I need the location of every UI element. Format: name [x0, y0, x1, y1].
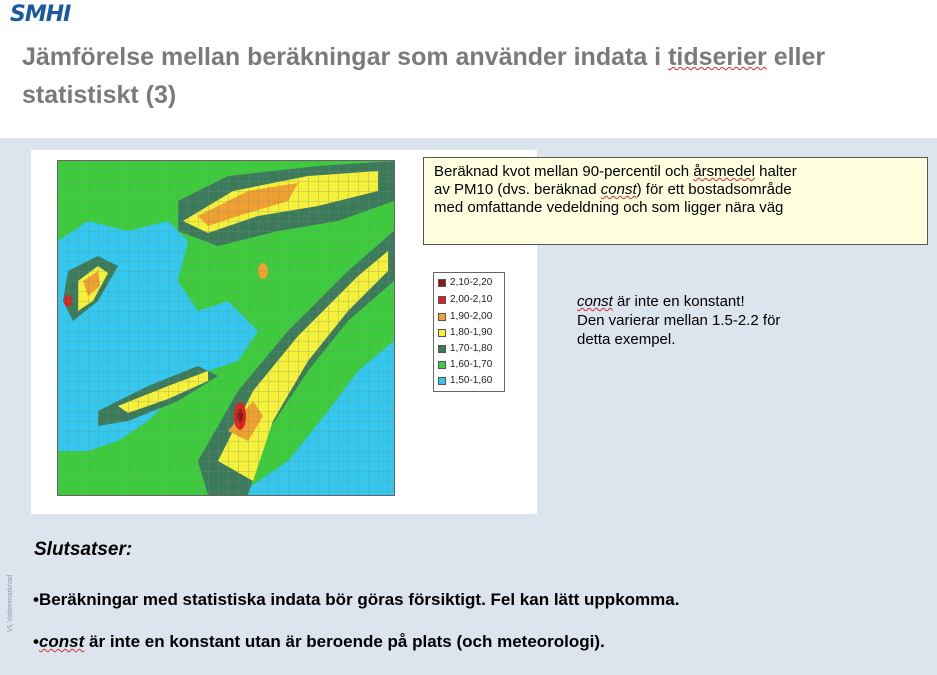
page-title	[22, 38, 912, 114]
legend-swatch	[438, 345, 446, 353]
note-line-1	[577, 292, 877, 311]
conclusions-heading: Slutsatser:	[34, 539, 133, 560]
callout-line-3: med omfattande vedeldning och som ligger nära väg	[434, 199, 784, 216]
legend-label: 1,60-1,70	[450, 359, 493, 370]
const-note	[577, 292, 877, 349]
legend-item	[438, 357, 492, 372]
map-grid-overlay	[58, 161, 394, 495]
callout-line-2-pre: av PM10 (dvs. beräknad	[434, 181, 601, 198]
legend-label: 1,70-1,80	[450, 343, 493, 354]
conclusion-bullet-2	[33, 632, 605, 652]
legend-item	[438, 292, 492, 307]
callout-line-2	[434, 181, 917, 199]
legend-swatch	[438, 313, 446, 321]
legend-swatch	[438, 361, 446, 369]
note-line-1-rest: är inte en konstant!	[612, 293, 745, 310]
legend-label: 2,10-2,20	[450, 277, 493, 288]
callout-line-1	[434, 163, 917, 181]
legend-item	[438, 309, 492, 324]
bullet-2-prefix: •	[33, 632, 39, 651]
callout-line-1-pre: Beräknad kvot mellan 90-percentil och	[434, 163, 694, 180]
legend-label: 1,80-1,90	[450, 327, 493, 338]
callout-const-word: const	[600, 181, 637, 198]
pm10-ratio-map	[57, 160, 395, 496]
legend-item	[438, 325, 492, 340]
note-line-3: detta exempel.	[577, 331, 676, 348]
smhi-logo: SMHI	[10, 2, 71, 27]
bullet-2-rest: är inte en konstant utan är beroende på plats (och meteorologi).	[84, 632, 605, 651]
callout-line-1-post: halter	[755, 163, 797, 180]
callout-line-2-post: ) för ett bostadsområde	[636, 181, 792, 198]
side-label: VL Vattenmarknad	[7, 574, 15, 633]
legend-label: 2,00-2,10	[450, 294, 493, 305]
legend-swatch	[438, 329, 446, 337]
bullet-2-const-word: const	[38, 632, 85, 651]
legend-swatch	[438, 279, 446, 287]
conclusion-bullet-1: •Beräkningar med statistiska indata bör göras försiktigt. Fel kan lätt uppkomma.	[33, 590, 680, 609]
note-line-2: Den varierar mellan 1.5-2.2 för	[577, 312, 781, 329]
map-description-callout	[423, 157, 928, 245]
title-underlined-word: tidserier	[668, 43, 767, 71]
legend-label: 1,90-2,00	[450, 311, 493, 322]
legend-swatch	[438, 377, 446, 385]
note-const-word: const	[577, 293, 613, 310]
callout-underlined-word: årsmedel	[693, 163, 756, 180]
legend-item	[438, 275, 492, 290]
map-legend	[433, 272, 505, 392]
title-part2: eller statistiskt (3)	[22, 43, 826, 109]
title-part1: Jämförelse mellan beräkningar som använder indata i	[22, 43, 669, 71]
legend-item	[438, 341, 492, 356]
legend-item	[438, 373, 492, 388]
legend-label: 1,50-1,60	[450, 375, 493, 386]
legend-swatch	[438, 296, 446, 304]
